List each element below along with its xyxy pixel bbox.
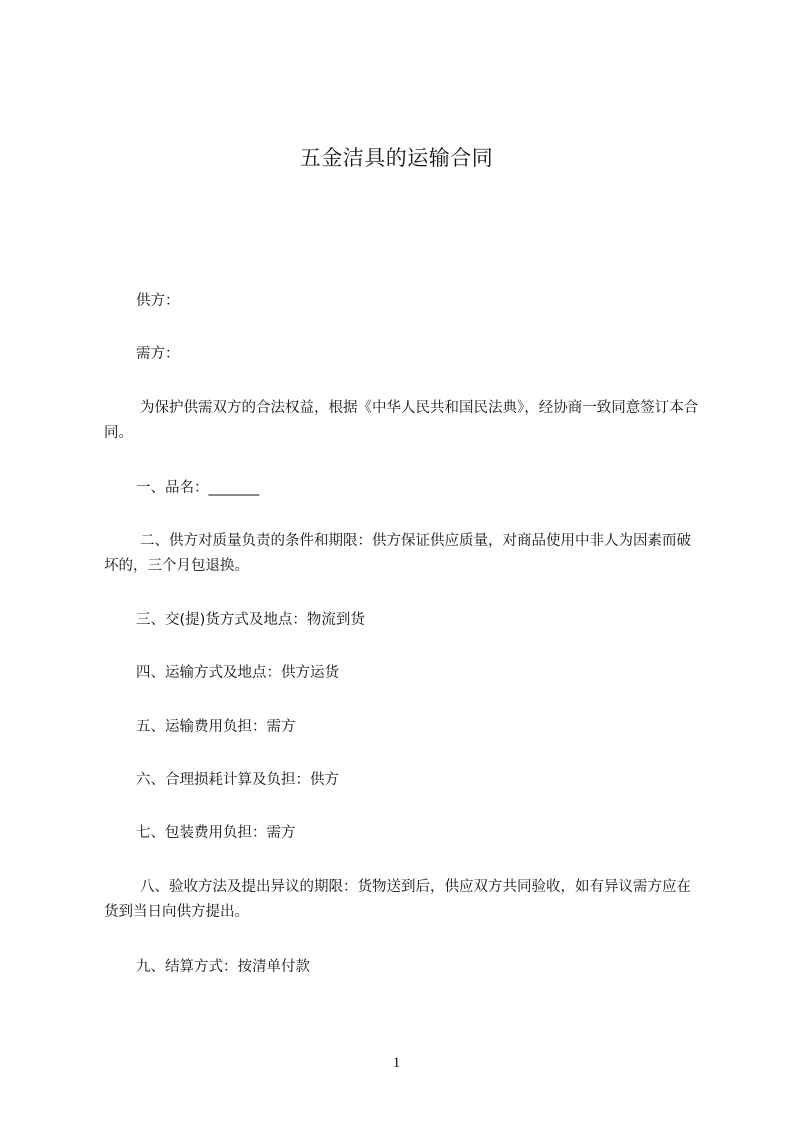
supplier-line [104,289,704,314]
clause-1 [104,476,704,501]
clause-8-text: 八、验收方法及提出异议的期限：货物送到后，供应双方共同验收，如有异议需方应在货到当日向供方提出。 [104,879,691,920]
clause-4 [104,661,704,686]
product-name-blank: _______ [208,480,260,496]
supplier-label: 供方： [136,293,180,309]
clause-5 [104,715,704,740]
clause-8 [104,875,704,925]
preamble-paragraph [104,396,704,446]
clause-3-text: 三、交(提)货方式及地点：物流到货 [136,612,365,628]
page-number: 1 [392,1055,401,1071]
clause-9 [104,955,704,980]
clause-6 [104,768,704,793]
clause-4-text: 四、运输方式及地点：供方运货 [136,665,339,681]
clause-6-text: 六、合理损耗计算及负担：供方 [136,772,339,788]
clause-2-text: 二、供方对质量负责的条件和期限：供方保证供应质量，对商品使用中非人为因素而破坏的，三个月包退换。 [104,533,691,574]
document-title: 五金洁具的运输合同 [299,146,494,170]
clause-5-text: 五、运输费用负担：需方 [136,719,296,735]
clause-9-text: 九、结算方式：按清单付款 [136,959,310,975]
clause-3 [104,608,704,633]
clause-7-text: 七、包装费用负担：需方 [136,825,296,841]
clause-1-text: 一、品名： [136,480,209,496]
clause-7 [104,821,704,846]
demander-line [104,342,704,367]
demander-label: 需方： [136,346,180,362]
preamble-text: 为保护供需双方的合法权益，根据《中华人民共和国民法典》，经协商一致同意签订本合同。 [104,400,699,441]
clause-2 [104,529,704,579]
